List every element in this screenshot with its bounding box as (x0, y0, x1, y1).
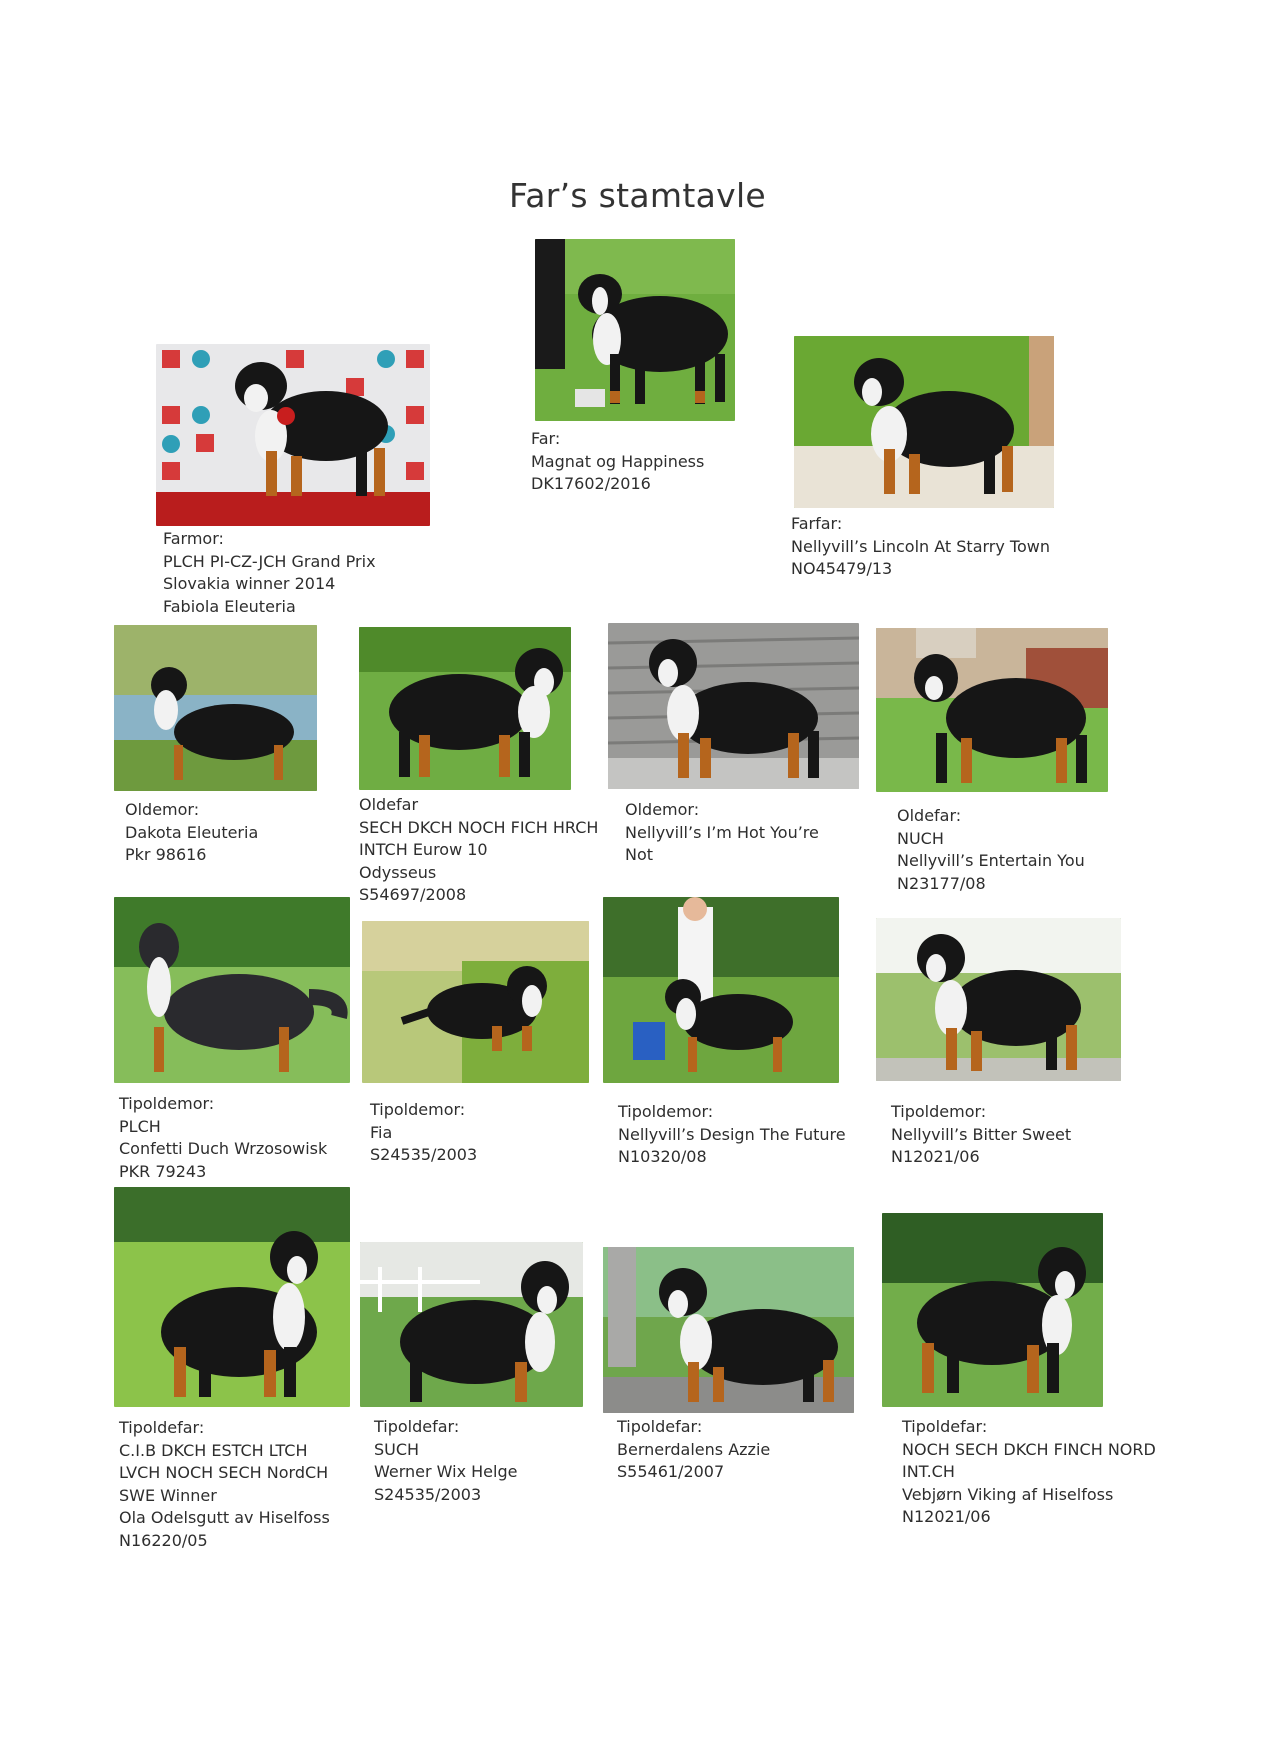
farmor-caption (163, 528, 376, 618)
oldemor2-caption (625, 799, 819, 867)
tipoldemor1-caption (119, 1093, 327, 1183)
tipoldefar2-title: SUCH (374, 1439, 420, 1459)
oldemor2-photo (608, 623, 859, 789)
tipoldemor3-photo (603, 897, 839, 1083)
far-photo (535, 239, 735, 421)
oldefar1-name: Odysseus (359, 862, 437, 882)
tipoldefar1-role: Tipoldefar: (119, 1418, 205, 1437)
farfar-role: Farfar: (791, 514, 843, 533)
tipoldemor3-caption (618, 1101, 846, 1169)
tipoldemor2-caption (370, 1099, 477, 1167)
oldefar2-photo (876, 628, 1108, 792)
tipoldefar1-title2: LVCH NOCH SECH NordCH (119, 1463, 329, 1482)
oldefar1-role: Oldefar (359, 795, 419, 814)
tipoldemor1-photo (114, 897, 350, 1083)
farfar-caption (791, 513, 1050, 581)
tipoldefar1-title3: SWE Winner (119, 1485, 217, 1505)
tipoldemor3-name: Nellyvill’s Design The Future (618, 1124, 846, 1144)
tipoldefar2-role: Tipoldefar: (374, 1417, 460, 1436)
oldefar2-caption (897, 805, 1085, 895)
tipoldefar4-role: Tipoldefar: (902, 1417, 988, 1436)
tipoldemor4-role: Tipoldemor: (891, 1102, 987, 1121)
tipoldemor4-caption (891, 1101, 1071, 1169)
tipoldefar1-title: C.I.B DKCH ESTCH LTCH (119, 1440, 308, 1460)
tipoldemor2-photo (362, 921, 589, 1083)
tipoldefar4-name: Vebjørn Viking af Hiselfoss (902, 1484, 1114, 1504)
tipoldefar1-reg: N16220/05 (119, 1530, 208, 1550)
farfar-photo (794, 336, 1054, 508)
tipoldefar2-reg: S24535/2003 (374, 1484, 482, 1504)
tipoldemor2-reg: S24535/2003 (370, 1145, 478, 1164)
oldefar1-caption (359, 794, 598, 907)
oldemor2-name2: Not (625, 845, 654, 864)
farmor-award: Slovakia winner 2014 (163, 574, 336, 593)
far-role: Far: (531, 429, 561, 448)
farmor-role: Farmor: (163, 529, 224, 548)
oldefar1-title: SECH DKCH NOCH FICH HRCH (359, 817, 599, 837)
far-name: Magnat og Happiness (531, 451, 705, 471)
tipoldemor2-name: Fia (370, 1122, 393, 1142)
tipoldemor3-reg: N10320/08 (618, 1147, 707, 1166)
oldemor2-role: Oldemor: (625, 800, 700, 819)
tipoldemor1-reg: PKR 79243 (119, 1161, 207, 1181)
farfar-name: Nellyvill’s Lincoln At Starry Town (791, 536, 1050, 556)
tipoldemor3-role: Tipoldemor: (618, 1102, 714, 1121)
farmor-name: Fabiola Eleuteria (163, 596, 296, 616)
farmor-photo (156, 344, 430, 526)
tipoldefar2-name: Werner Wix Helge (374, 1462, 518, 1481)
tipoldefar1-name: Ola Odelsgutt av Hiselfoss (119, 1508, 330, 1527)
page-title: Far’s stamtavle (508, 176, 767, 215)
oldemor1-name: Dakota Eleuteria (125, 822, 259, 842)
tipoldefar4-photo (882, 1213, 1103, 1407)
oldemor2-name: Nellyvill’s I’m Hot You’re (625, 822, 819, 842)
tipoldemor4-photo (876, 918, 1121, 1081)
tipoldefar3-role: Tipoldefar: (617, 1417, 703, 1436)
tipoldefar1-photo (114, 1187, 350, 1407)
oldemor1-role: Oldemor: (125, 800, 200, 819)
tipoldefar4-reg: N12021/06 (902, 1507, 991, 1526)
tipoldemor4-reg: N12021/06 (891, 1147, 980, 1166)
tipoldefar4-caption (902, 1416, 1156, 1529)
tipoldemor1-name: Confetti Duch Wrzosowisk (119, 1139, 328, 1158)
tipoldefar4-title2: INT.CH (902, 1462, 955, 1481)
oldemor1-caption (125, 799, 258, 867)
oldefar1-photo (359, 627, 571, 790)
tipoldefar2-photo (360, 1242, 583, 1407)
tipoldemor2-role: Tipoldemor: (370, 1100, 466, 1119)
tipoldemor1-title: PLCH (119, 1116, 161, 1136)
oldefar2-reg: N23177/08 (897, 873, 986, 893)
tipoldemor1-role: Tipoldemor: (119, 1094, 215, 1113)
oldefar1-title2: INTCH Eurow 10 (359, 840, 488, 859)
tipoldefar2-caption (374, 1416, 517, 1506)
tipoldefar1-caption (119, 1417, 330, 1552)
tipoldefar3-name: Bernerdalens Azzie (617, 1439, 771, 1459)
far-caption (531, 428, 704, 496)
tipoldemor4-name: Nellyvill’s Bitter Sweet (891, 1124, 1072, 1144)
oldemor1-reg: Pkr 98616 (125, 845, 207, 864)
oldefar1-reg: S54697/2008 (359, 885, 467, 904)
tipoldefar3-reg: S55461/2007 (617, 1462, 725, 1481)
farmor-title: PLCH PI-CZ-JCH Grand Prix (163, 551, 376, 571)
tipoldefar4-title: NOCH SECH DKCH FINCH NORD (902, 1439, 1156, 1459)
oldemor1-photo (114, 625, 317, 791)
far-reg: DK17602/2016 (531, 474, 651, 493)
oldefar2-name: Nellyvill’s Entertain You (897, 851, 1085, 870)
oldefar2-role: Oldefar: (897, 806, 962, 825)
farfar-reg: NO45479/13 (791, 559, 893, 578)
tipoldefar3-photo (603, 1247, 854, 1413)
oldefar2-title: NUCH (897, 828, 944, 848)
tipoldefar3-caption (617, 1416, 770, 1484)
